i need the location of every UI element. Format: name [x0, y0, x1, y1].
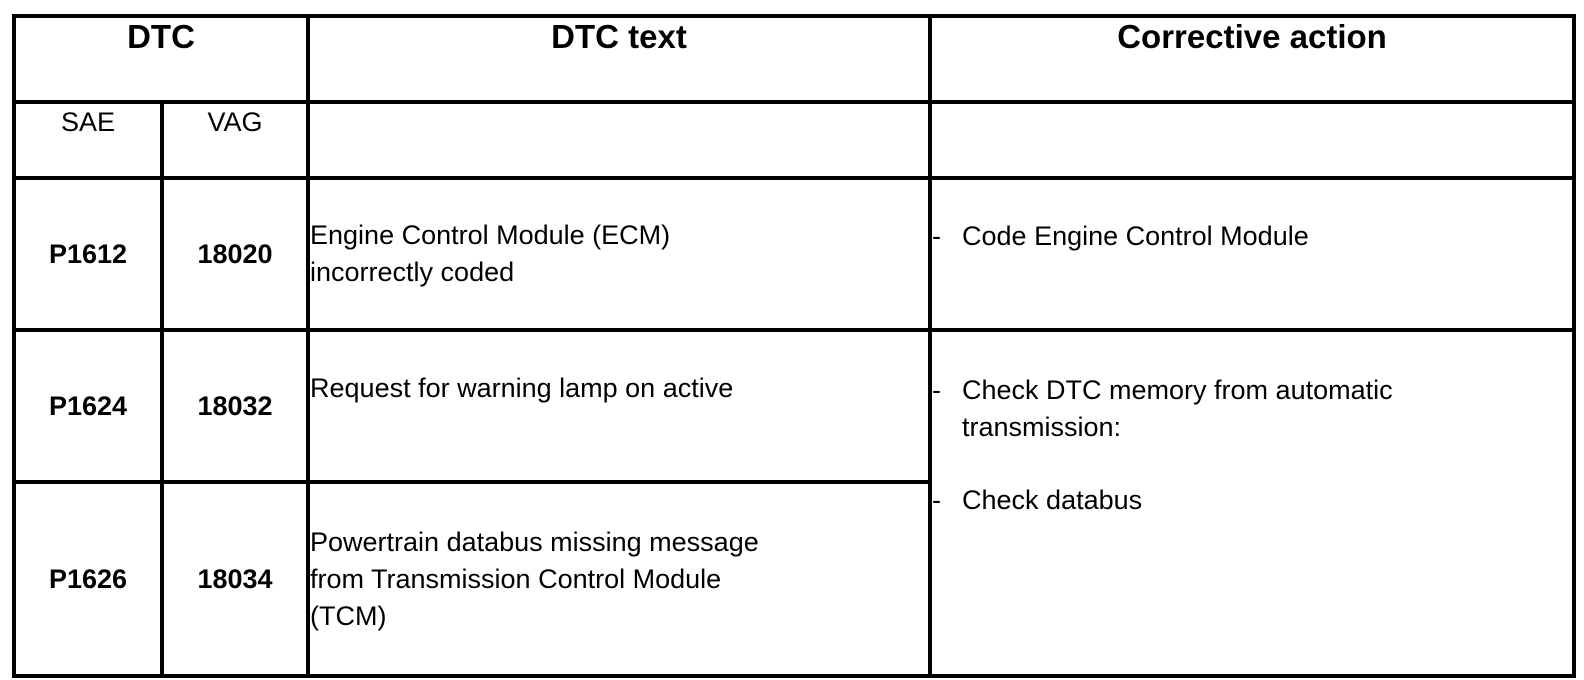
action-text [962, 372, 1393, 446]
subheader-empty-text [308, 102, 930, 178]
action-item [932, 482, 1572, 519]
action-text [962, 218, 1309, 255]
dtc-text-line: Powertrain databus missing message [310, 526, 759, 557]
dtc-text-line: incorrectly coded [310, 257, 515, 287]
dtc-text-line: (TCM) [310, 600, 387, 631]
subheader-vag: VAG [162, 102, 308, 178]
header-dtc-text: DTC text [308, 16, 930, 102]
vag-code: 18020 [162, 178, 308, 330]
corrective-action-cell [930, 178, 1574, 330]
table-row [14, 178, 1574, 330]
header-corrective-action: Corrective action [930, 16, 1574, 102]
sae-code: P1626 [14, 482, 162, 676]
dtc-text-line: from Transmission Control Module [310, 563, 722, 594]
subheader-row [14, 102, 1574, 178]
dtc-text-line: Engine Control Module (ECM) [310, 220, 671, 250]
dtc-text-line: Request for warning lamp on active [310, 373, 734, 403]
header-row [14, 16, 1574, 102]
vag-code: 18034 [162, 482, 308, 676]
subheader-sae: SAE [14, 102, 162, 178]
corrective-action-cell [930, 330, 1574, 676]
subheader-empty-action [930, 102, 1574, 178]
bullet-dash: - [932, 375, 942, 405]
action-text [962, 482, 1142, 519]
action-text-line: Code Engine Control Module [962, 221, 1309, 251]
header-dtc: DTC [14, 16, 308, 102]
table-row [14, 330, 1574, 482]
dtc-text-cell [308, 482, 930, 676]
action-text-line: transmission: [962, 412, 1122, 442]
action-item [932, 372, 1572, 446]
action-text-line: Check databus [962, 485, 1143, 515]
bullet-dash: - [932, 485, 942, 515]
action-text-line: Check DTC memory from automatic [962, 375, 1393, 405]
bullet-dash: - [932, 221, 942, 251]
dtc-text-cell [308, 178, 930, 330]
dtc-table [12, 14, 1576, 678]
action-item [932, 218, 1572, 255]
dtc-text-cell [308, 330, 930, 482]
sae-code: P1624 [14, 330, 162, 482]
vag-code: 18032 [162, 330, 308, 482]
sae-code: P1612 [14, 178, 162, 330]
